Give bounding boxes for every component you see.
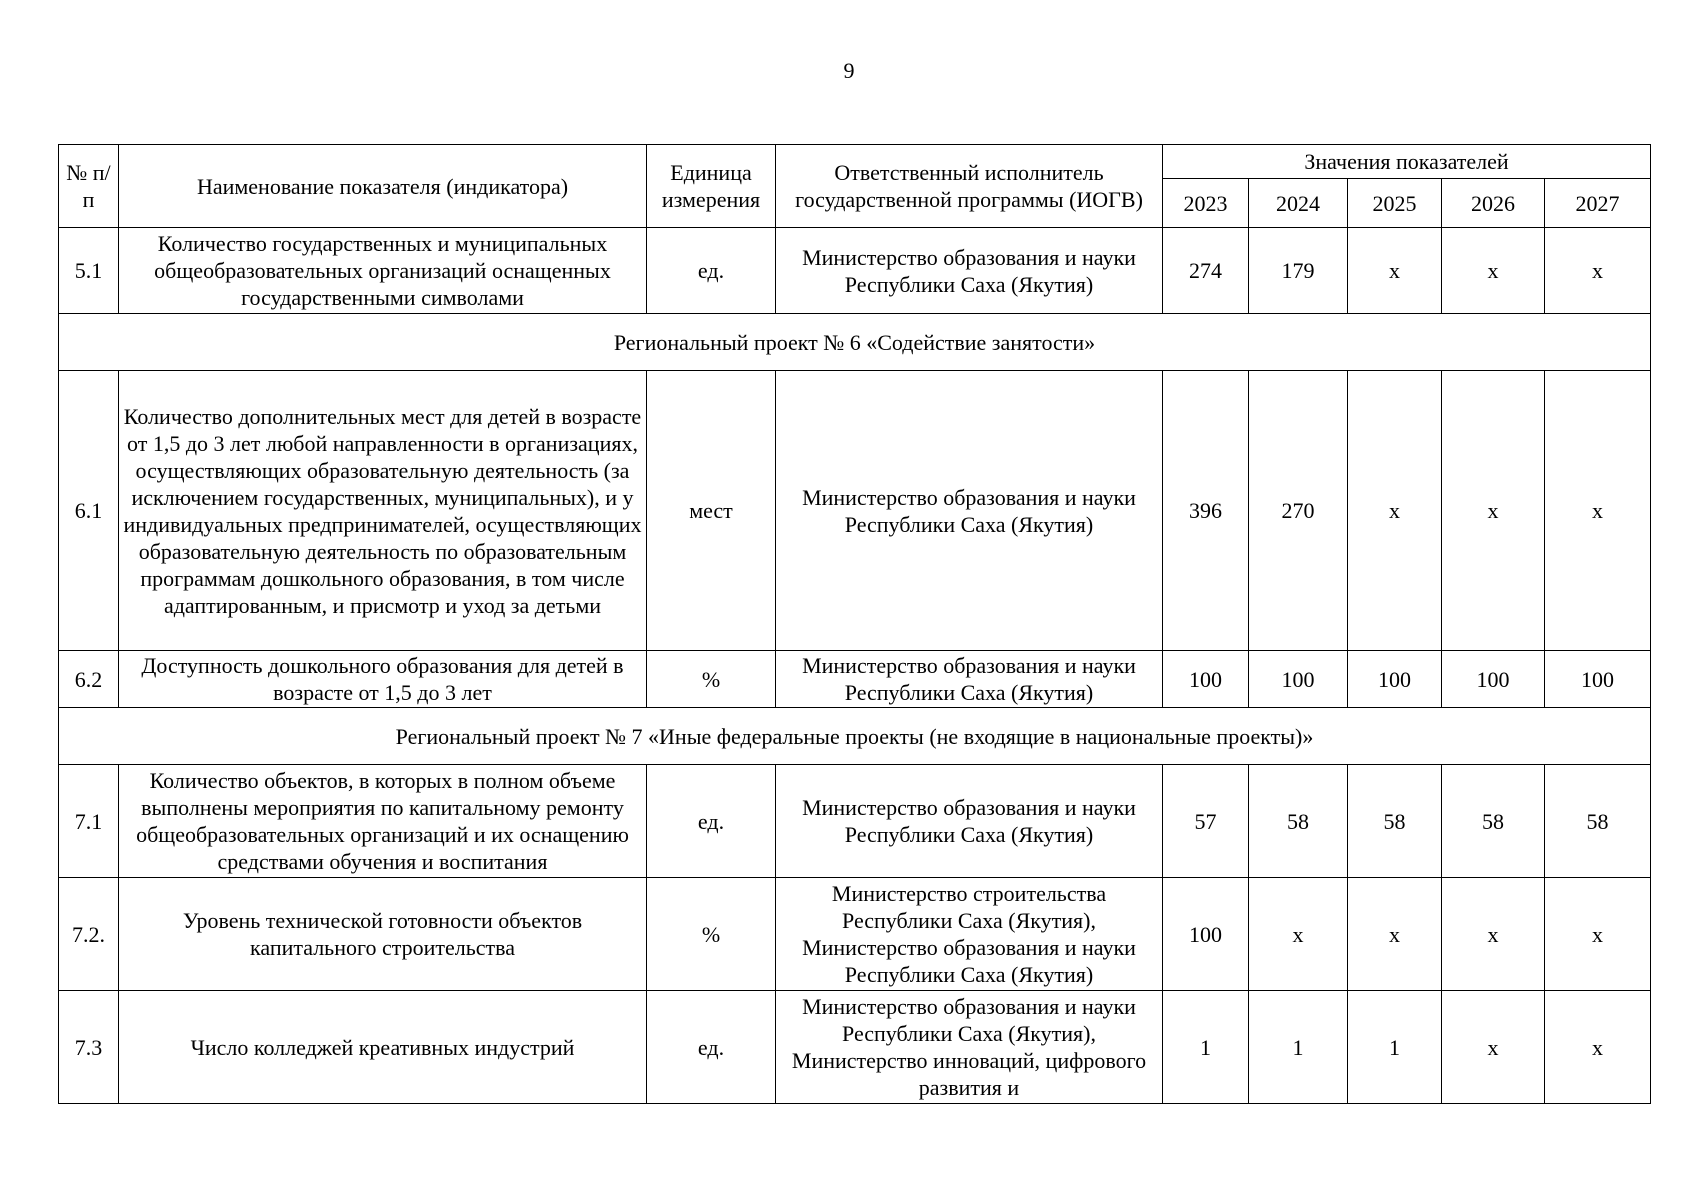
row-value-2026: х xyxy=(1442,228,1545,314)
row-value-2027: х xyxy=(1545,991,1651,1104)
row-value-2023: 100 xyxy=(1163,651,1249,708)
row-name: Количество объектов, в которых в полном объеме выполнены мероприятия по капитальному ремонту общеобразовательных организаций и их оснащению средствами обучения и воспитания xyxy=(119,765,647,878)
row-value-2023: 274 xyxy=(1163,228,1249,314)
row-unit: ед. xyxy=(647,991,776,1104)
table-row xyxy=(59,228,1651,314)
row-executor: Министерство образования и науки Республики Саха (Якутия), Министерство инноваций, цифрового развития и xyxy=(776,991,1163,1104)
row-name: Число колледжей креативных индустрий xyxy=(119,991,647,1104)
row-executor: Министерство образования и науки Республики Саха (Якутия) xyxy=(776,228,1163,314)
row-unit: мест xyxy=(647,371,776,651)
row-value-2025: 58 xyxy=(1348,765,1442,878)
row-value-2023: 396 xyxy=(1163,371,1249,651)
row-num: 7.3 xyxy=(59,991,119,1104)
header-name: Наименование показателя (индикатора) xyxy=(119,145,647,228)
row-unit: ед. xyxy=(647,228,776,314)
header-values-group: Значения показателей xyxy=(1163,145,1651,179)
row-name: Уровень технической готовности объектов капитального строительства xyxy=(119,878,647,991)
row-value-2024: 179 xyxy=(1249,228,1348,314)
row-value-2027: х xyxy=(1545,371,1651,651)
header-num: № п/п xyxy=(59,145,119,228)
row-num: 7.1 xyxy=(59,765,119,878)
row-executor: Министерство строительства Республики Саха (Якутия), Министерство образования и науки Республики Саха (Якутия) xyxy=(776,878,1163,991)
table-row xyxy=(59,371,1651,651)
row-num: 6.2 xyxy=(59,651,119,708)
row-value-2026: х xyxy=(1442,991,1545,1104)
header-year: 2024 xyxy=(1249,179,1348,228)
row-value-2024: 270 xyxy=(1249,371,1348,651)
table-row xyxy=(59,651,1651,708)
row-value-2026: 58 xyxy=(1442,765,1545,878)
row-value-2025: х xyxy=(1348,878,1442,991)
header-year: 2025 xyxy=(1348,179,1442,228)
row-value-2024: 58 xyxy=(1249,765,1348,878)
section-row xyxy=(59,708,1651,765)
row-unit: ед. xyxy=(647,765,776,878)
table-header-row xyxy=(59,145,1651,179)
table-row xyxy=(59,991,1651,1104)
row-name: Количество дополнительных мест для детей в возрасте от 1,5 до 3 лет любой направленности в организациях, осуществляющих образовательную деятельность (за исключением государственных, муниципальных), и у индивидуальных предпринимателей, осуществляющих образовательную деятельность по образовательным программам дошкольного образования, в том числе адаптированным, и присмотр и уход за детьми xyxy=(119,371,647,651)
row-value-2027: 58 xyxy=(1545,765,1651,878)
row-value-2023: 57 xyxy=(1163,765,1249,878)
section-row xyxy=(59,314,1651,371)
table-row xyxy=(59,765,1651,878)
header-year: 2027 xyxy=(1545,179,1651,228)
row-value-2027: 100 xyxy=(1545,651,1651,708)
header-year: 2026 xyxy=(1442,179,1545,228)
row-unit: % xyxy=(647,651,776,708)
row-executor: Министерство образования и науки Республики Саха (Якутия) xyxy=(776,371,1163,651)
row-executor: Министерство образования и науки Республики Саха (Якутия) xyxy=(776,651,1163,708)
row-value-2025: 100 xyxy=(1348,651,1442,708)
row-value-2023: 1 xyxy=(1163,991,1249,1104)
row-value-2025: х xyxy=(1348,371,1442,651)
indicators-table xyxy=(58,144,1651,1104)
row-value-2024: 100 xyxy=(1249,651,1348,708)
header-executor: Ответственный исполнитель государственной программы (ИОГВ) xyxy=(776,145,1163,228)
row-value-2026: х xyxy=(1442,371,1545,651)
row-name: Количество государственных и муниципальных общеобразовательных организаций оснащенных государственными символами xyxy=(119,228,647,314)
row-num: 6.1 xyxy=(59,371,119,651)
row-name: Доступность дошкольного образования для детей в возрасте от 1,5 до 3 лет xyxy=(119,651,647,708)
row-value-2025: х xyxy=(1348,228,1442,314)
row-value-2023: 100 xyxy=(1163,878,1249,991)
row-value-2026: 100 xyxy=(1442,651,1545,708)
row-value-2024: 1 xyxy=(1249,991,1348,1104)
row-value-2024: х xyxy=(1249,878,1348,991)
row-value-2027: х xyxy=(1545,228,1651,314)
row-num: 5.1 xyxy=(59,228,119,314)
row-value-2027: х xyxy=(1545,878,1651,991)
row-value-2026: х xyxy=(1442,878,1545,991)
page-number: 9 xyxy=(843,58,855,83)
table-row xyxy=(59,878,1651,991)
header-year: 2023 xyxy=(1163,179,1249,228)
row-unit: % xyxy=(647,878,776,991)
header-unit: Единица измерения xyxy=(647,145,776,228)
section-title: Региональный проект № 6 «Содействие занятости» xyxy=(59,314,1651,371)
section-title: Региональный проект № 7 «Иные федеральные проекты (не входящие в национальные проекты)» xyxy=(59,708,1651,765)
row-value-2025: 1 xyxy=(1348,991,1442,1104)
row-num: 7.2. xyxy=(59,878,119,991)
row-executor: Министерство образования и науки Республики Саха (Якутия) xyxy=(776,765,1163,878)
